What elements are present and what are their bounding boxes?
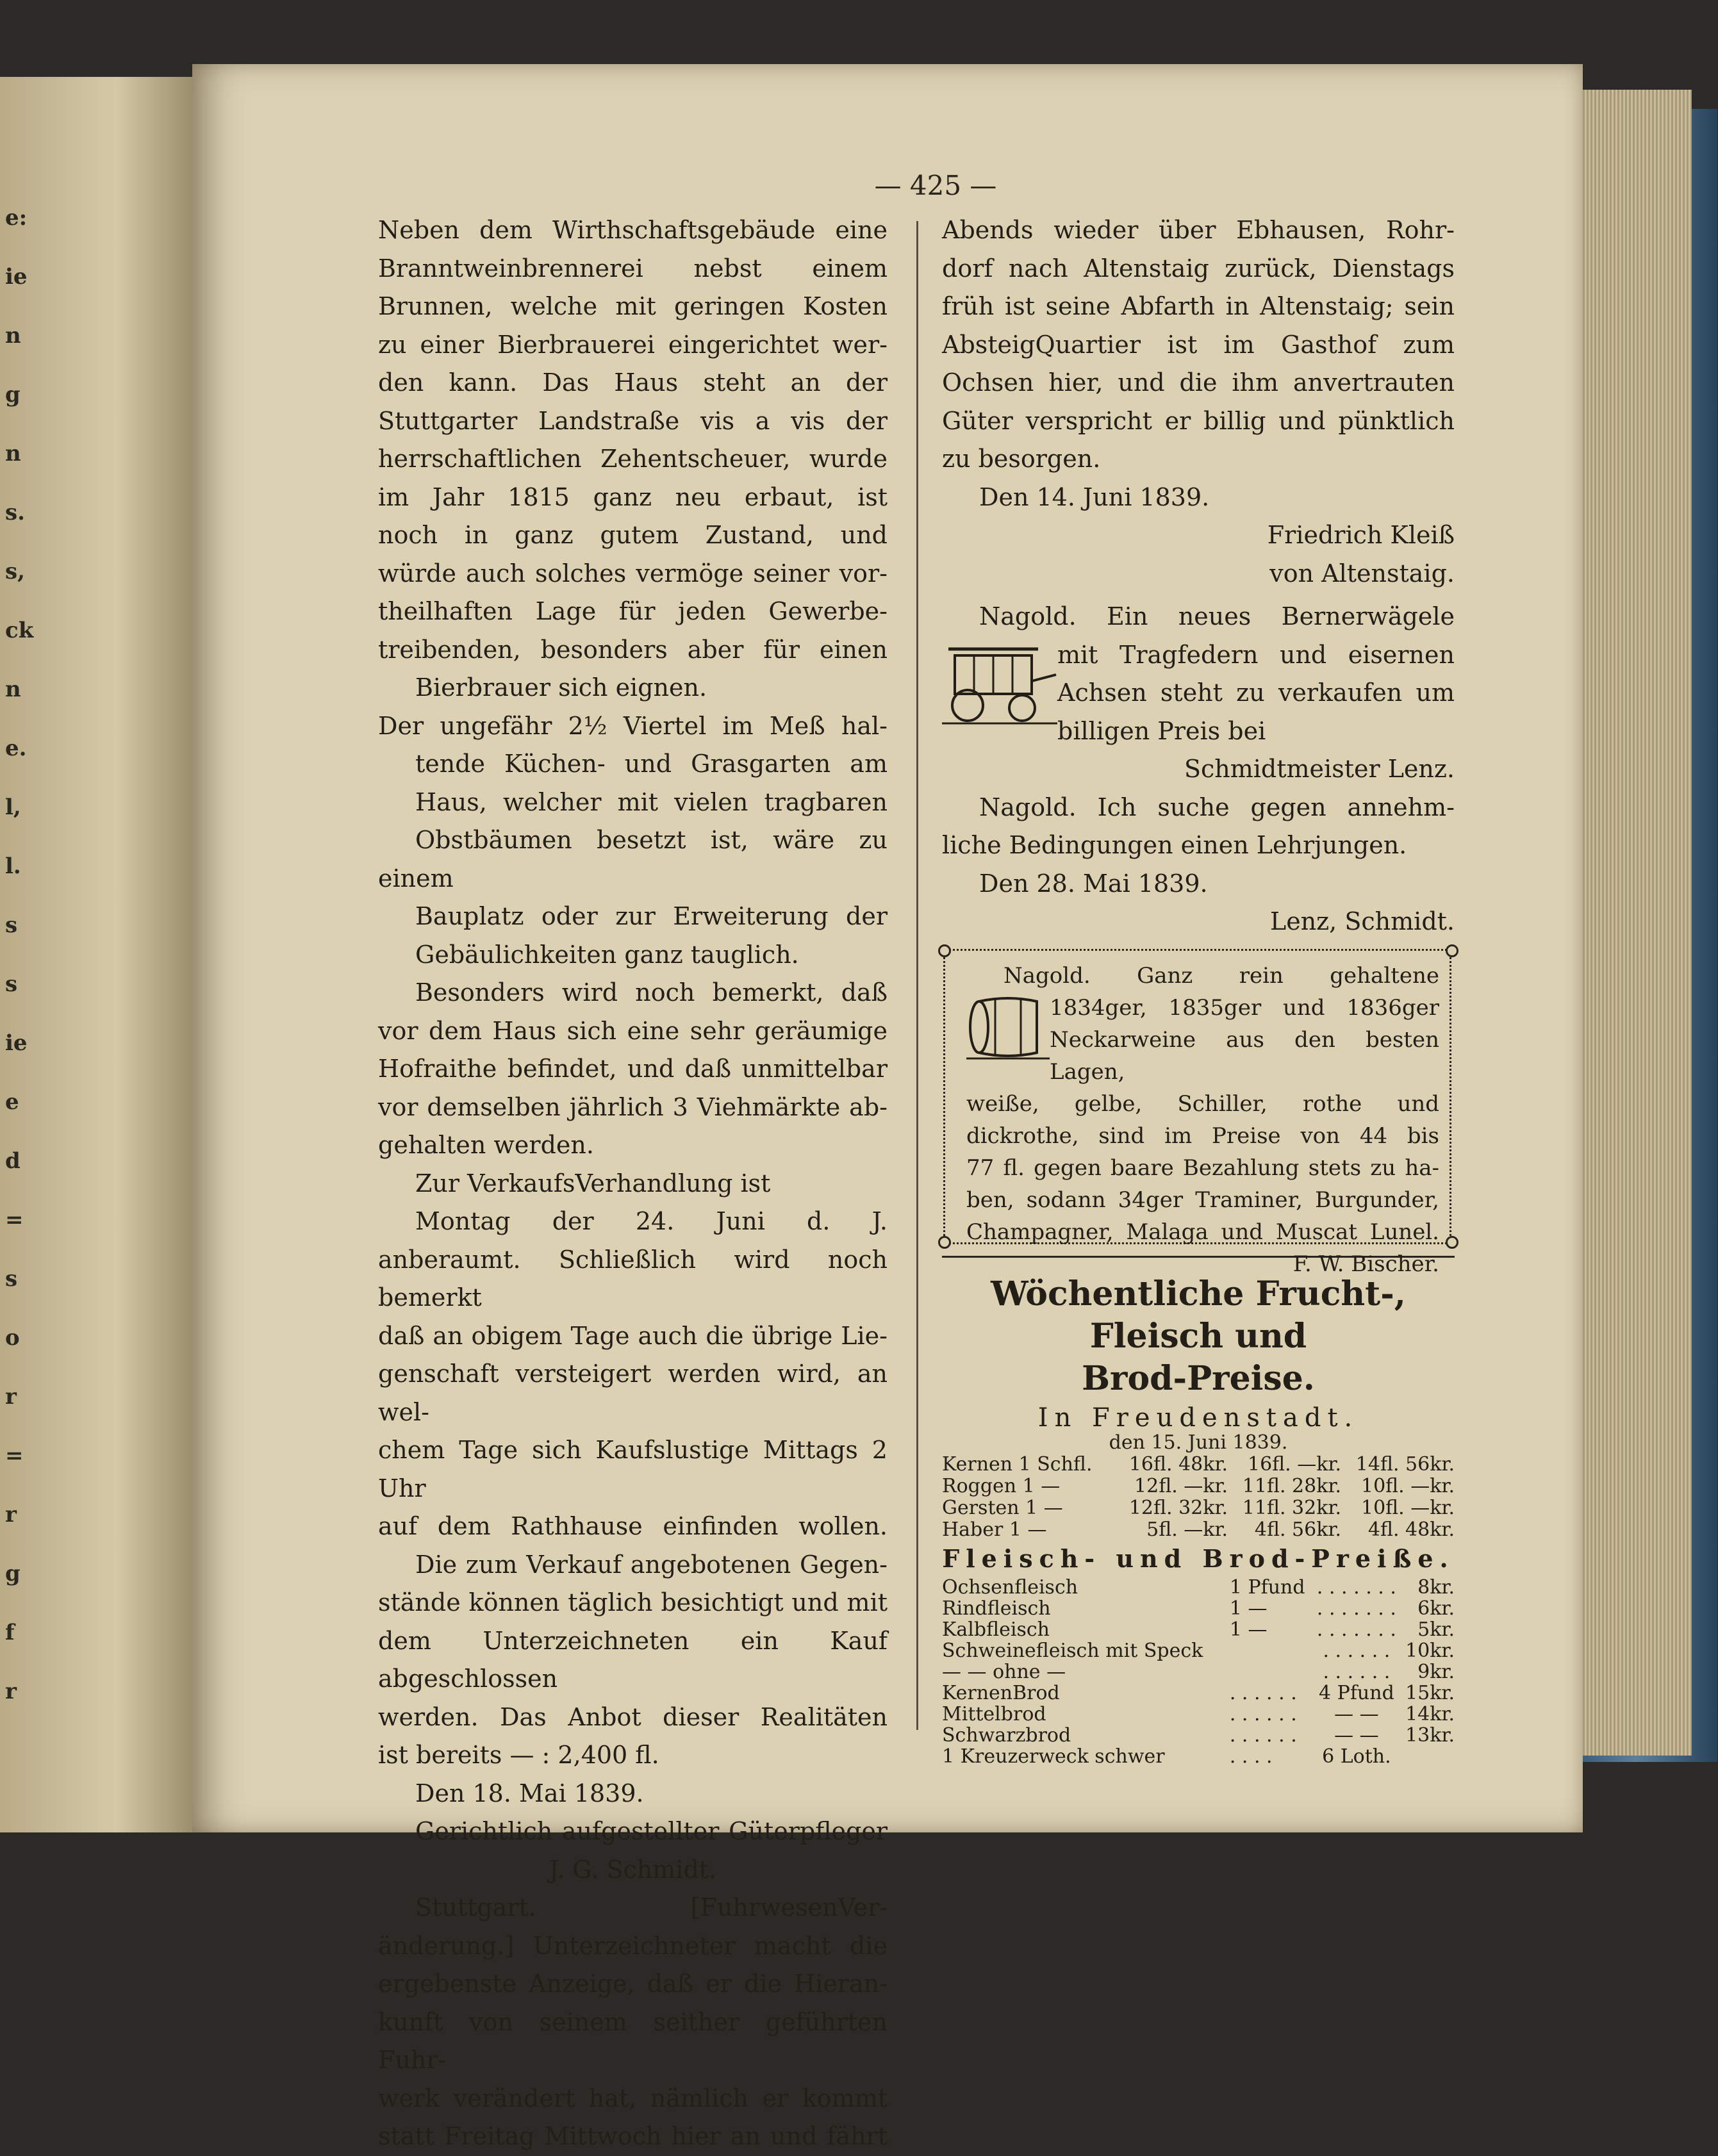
margin-fragment: f [5, 1620, 15, 1645]
box-corner-ornament [1446, 944, 1458, 957]
text-line: stände können täglich besichtigt und mit [378, 1588, 888, 1617]
meat-cell: — — ohne — [942, 1660, 1066, 1683]
meat-row [942, 1598, 1455, 1619]
meat-cell: 9kr. [1417, 1660, 1455, 1683]
margin-fragment: = [5, 1443, 24, 1469]
text-line: kunft von seinem seither geführten Fuhr- [378, 2007, 888, 2074]
text-line: Brunnen, welche mit geringen Kosten [378, 292, 888, 320]
meat-cell: 13kr. [1405, 1724, 1455, 1747]
text-line: AbsteigQuartier ist im Gasthof zum [942, 330, 1455, 359]
wine-ad-box [942, 949, 1455, 1277]
left-page-margin-text [5, 205, 34, 1743]
prices-title-line: Wöchentliche Frucht-, Fleisch und [991, 1274, 1406, 1356]
meat-row [942, 1725, 1455, 1746]
margin-fragment: s [5, 912, 18, 938]
apprentice-ad [942, 789, 1455, 941]
grain-cell: 5fl. —kr. [1146, 1518, 1228, 1541]
meat-cell: 1 Pfund [1229, 1576, 1305, 1599]
meat-cell: . . . . [1229, 1745, 1273, 1768]
margin-fragment: s, [5, 559, 25, 584]
text-line: J. G. Schmidt. [549, 1855, 717, 1884]
text-line: den kann. Das Haus steht an der [378, 368, 888, 397]
grain-cell: Haber 1 — [942, 1518, 1047, 1541]
meat-cell: 1 — [1229, 1597, 1268, 1620]
meat-cell: 10kr. [1405, 1639, 1455, 1662]
meat-heading: Fleisch- und Brod-Preiße. [942, 1543, 1455, 1573]
meat-cell: . . . . . . [1323, 1639, 1391, 1662]
text-line: Güter verspricht er billig und pünktlich [942, 406, 1455, 435]
grain-row [942, 1497, 1455, 1519]
left-column [378, 211, 888, 2156]
grain-cell: 12fl. —kr. [1134, 1474, 1228, 1497]
text-line: theilhaften Lage für jeden Gewerbe- [378, 597, 888, 625]
margin-fragment: e. [5, 736, 27, 761]
meat-row [942, 1640, 1455, 1661]
text-line: Stuttgarter Landstraße vis a vis der [378, 406, 888, 435]
meat-cell: 4 Pfund [1319, 1681, 1394, 1704]
grain-cell: 10fl. —kr. [1360, 1474, 1455, 1497]
meat-cell: . . . . . . [1323, 1660, 1391, 1683]
text-line: Bierbrauer sich eignen. [415, 673, 707, 702]
meat-cell: 1 Kreuzerweck schwer [942, 1745, 1165, 1768]
margin-fragment: ie [5, 1030, 28, 1056]
margin-fragment: r [5, 1384, 17, 1410]
text-line: Stuttgart. [FuhrwesenVer- [415, 1893, 888, 1921]
text-line: Zur VerkaufsVerhandlung ist [415, 1169, 771, 1197]
meat-cell [1230, 1640, 1313, 1661]
meat-cell: — — [1334, 1702, 1379, 1725]
margin-fragment: o [5, 1325, 20, 1351]
wagon-ad-line: Achsen steht zu verkaufen um [1057, 679, 1455, 707]
grain-cell: Roggen 1 — [942, 1474, 1061, 1497]
price-date: den 15. Juni 1839. [1109, 1431, 1288, 1454]
text-line: änderung.] Unterzeichneter macht die [378, 1931, 888, 1960]
grain-cell: 4fl. 56kr. [1254, 1518, 1341, 1541]
text-line: werden. Das Anbot dieser Realitäten [378, 1702, 888, 1731]
text-line: dem Unterzeichneten ein Kauf abgeschlossen [378, 1626, 888, 1693]
margin-fragment: d [5, 1148, 21, 1174]
apprentice-ad-signature: Lenz, Schmidt. [1269, 907, 1455, 935]
meat-cell: . . . . . . . [1316, 1576, 1396, 1599]
wagon-ad-signature: Schmidtmeister Lenz. [1184, 755, 1455, 783]
meat-cell: . . . . . . [1229, 1681, 1297, 1704]
margin-fragment: ie [5, 264, 28, 290]
text-line: Hofraithe befindet, und daß unmittelbar [378, 1055, 888, 1083]
wine-ad-line: 77 fl. gegen baare Bezahlung stets zu ha- [966, 1155, 1439, 1181]
grain-cell: 4fl. 48kr. [1367, 1518, 1455, 1541]
column-divider [916, 221, 918, 1730]
margin-fragment: = [5, 1207, 24, 1233]
text-line: Besonders wird noch bemerkt, daß [415, 978, 888, 1007]
apprentice-ad-line: liche Bedingungen einen Lehrjungen. [942, 831, 1407, 859]
meat-cell [1230, 1661, 1313, 1683]
meat-cell: 14kr. [1405, 1702, 1455, 1725]
text-line: zu einer Bierbrauerei eingerichtet wer- [378, 330, 888, 359]
wine-ad-line: weiße, gelbe, Schiller, rothe und [966, 1090, 1439, 1117]
wine-ad-text [966, 960, 1439, 1280]
text-line: werk verändert hat, nämlich er kommt [378, 2084, 888, 2112]
meat-cell: — — [1334, 1724, 1379, 1747]
box-dotted-border [943, 957, 947, 1236]
text-line: Der ungefähr 2½ Viertel im Meß hal- [378, 711, 888, 740]
wagon-icon [942, 636, 1057, 726]
meat-row [942, 1577, 1455, 1598]
box-dotted-border [1450, 957, 1453, 1236]
barrel-icon [966, 992, 1050, 1062]
text-line: dorf nach Altenstaig zurück, Dienstags [942, 254, 1455, 283]
text-line: Neben dem Wirthschaftsgebäude eine [378, 216, 888, 244]
wagon-ad-line: billigen Preis bei [1057, 716, 1266, 745]
meat-cell: Schweinefleisch mit Speck [942, 1639, 1203, 1662]
prices-title [942, 1273, 1455, 1400]
text-line: Bauplatz oder zur Erweiterung der [415, 902, 888, 930]
margin-fragment: n [5, 441, 21, 466]
wagon-ad-line: mit Tragfedern und eisernen [1057, 640, 1455, 669]
meat-cell: . . . . . . . [1316, 1597, 1396, 1620]
wine-ad-line: ben, sodann 34ger Traminer, Burgunder, [966, 1187, 1439, 1213]
grain-cell: 12fl. 32kr. [1128, 1496, 1228, 1519]
wine-ad-line: Nagold. Ganz rein gehaltene [1004, 962, 1439, 989]
text-line: Ochsen hier, und die ihm anvertrauten [942, 368, 1455, 397]
wine-ad-line: Neckarweine aus den besten Lagen, [1050, 1026, 1439, 1085]
text-line: anberaumt. Schließlich wird noch bemerkt [378, 1245, 888, 1312]
meat-cell: Mittelbrod [942, 1702, 1046, 1725]
text-line: Haus, welcher mit vielen tragbaren [415, 787, 888, 816]
text-line: Gebäulichkeiten ganz tauglich. [415, 940, 799, 969]
margin-fragment: s [5, 971, 18, 997]
grain-price-table [942, 1454, 1455, 1541]
text-line: herrschaftlichen Zehentscheuer, wurde [378, 445, 888, 473]
text-line: gehalten werden. [378, 1131, 594, 1159]
margin-fragment: r [5, 1502, 17, 1527]
text-line: Die zum Verkauf angebotenen Gegen- [415, 1550, 888, 1579]
grain-cell: 16fl. 48kr. [1128, 1452, 1228, 1476]
wagon-ad [942, 598, 1455, 789]
margin-fragment: e [5, 1089, 19, 1115]
meat-cell: 6kr. [1417, 1597, 1455, 1620]
margin-fragment: l, [5, 794, 21, 820]
grain-row [942, 1519, 1455, 1541]
text-line: statt Freitag Mittwoch hier an und fährt [378, 2122, 888, 2150]
meat-cell: 5kr. [1417, 1618, 1455, 1641]
grain-row [942, 1476, 1455, 1497]
page-number: — 425 — [874, 170, 997, 201]
right-column [942, 211, 1455, 1767]
margin-fragment: n [5, 677, 21, 702]
text-line: Gerichtlich aufgestellter Güterpfleger [415, 1817, 888, 1845]
meat-cell: . . . . . . [1229, 1724, 1297, 1747]
meat-cell: . . . . . . [1229, 1702, 1297, 1725]
text-line: würde auch solches vermöge seiner vor- [378, 559, 888, 588]
margin-fragment: r [5, 1679, 17, 1704]
wine-ad-line: dickrothe, sind im Preise von 44 bis [966, 1123, 1439, 1149]
grain-cell: 14fl. 56kr. [1355, 1452, 1455, 1476]
margin-fragment: l. [5, 853, 21, 879]
grain-cell: 16fl. —kr. [1247, 1452, 1341, 1476]
wagon-ad-line: Nagold. Ein neues Bernerwägele [979, 602, 1455, 630]
text-line: daß an obigem Tage auch die übrige Lie- [378, 1321, 888, 1350]
page-edges [1564, 90, 1692, 1756]
meat-cell: 8kr. [1417, 1576, 1455, 1599]
text-line: Abends wieder über Ebhausen, Rohr- [942, 216, 1455, 244]
meat-cell: . . . . . . . [1316, 1618, 1396, 1641]
town-heading: In Freudenstadt. [1037, 1403, 1359, 1433]
left-page-edge [0, 77, 192, 1832]
grain-cell: 11fl. 32kr. [1242, 1496, 1341, 1519]
meat-cell: 15kr. [1405, 1681, 1455, 1704]
grain-row [942, 1454, 1455, 1476]
grain-cell: 11fl. 28kr. [1242, 1474, 1341, 1497]
text-line: ist bereits — : 2,400 fl. [378, 1741, 659, 1769]
text-line: von Altenstaig. [1269, 559, 1455, 588]
text-line: früh ist seine Abfarth in Altenstaig; sein [942, 292, 1455, 320]
meat-price-table [942, 1577, 1455, 1767]
text-line: treibenden, besonders aber für einen [378, 635, 888, 664]
meat-cell [1400, 1746, 1455, 1767]
meat-row [942, 1683, 1455, 1704]
text-line: chem Tage sich Kaufslustige Mittags 2 Uhr [378, 1436, 888, 1502]
text-line: Obstbäumen besetzt ist, wäre zu einem [378, 826, 888, 893]
text-line: Branntweinbrennerei nebst einem [378, 254, 888, 283]
margin-fragment: e: [5, 205, 28, 231]
meat-cell: Kalbfleisch [942, 1618, 1050, 1641]
margin-fragment: n [5, 323, 21, 349]
box-corner-ornament [938, 944, 951, 957]
text-line: auf dem Rathhause einfinden wollen. [378, 1512, 888, 1540]
wine-ad-signature: F. W. Bischer. [1293, 1251, 1439, 1277]
text-line: im Jahr 1815 ganz neu erbaut, ist [378, 482, 888, 511]
meat-row [942, 1619, 1455, 1640]
box-corner-ornament [1446, 1236, 1458, 1249]
meat-row [942, 1746, 1455, 1767]
meat-row [942, 1661, 1455, 1683]
text-line: zu besorgen. [942, 445, 1101, 473]
margin-fragment: ck [5, 618, 34, 643]
meat-row [942, 1704, 1455, 1725]
margin-fragment: g [5, 382, 21, 407]
text-line: Den 18. Mai 1839. [415, 1779, 644, 1807]
grain-cell: 10fl. —kr. [1360, 1496, 1455, 1519]
meat-cell: 6 Loth. [1322, 1745, 1391, 1768]
text-line: vor demselben jährlich 3 Viehmärkte ab- [378, 1092, 888, 1121]
meat-cell: 1 — [1229, 1618, 1268, 1641]
text-line: vor dem Haus sich eine sehr geräumige [378, 1016, 888, 1045]
meat-cell: Ochsenfleisch [942, 1576, 1078, 1599]
meat-cell: KernenBrod [942, 1681, 1060, 1704]
apprentice-ad-line: Nagold. Ich suche gegen annehm- [979, 793, 1455, 821]
text-line: Montag der 24. Juni d. J. [415, 1207, 888, 1235]
text-line: ergebenste Anzeige, daß er die Hieran- [378, 1970, 888, 1998]
meat-cell: Rindfleisch [942, 1597, 1051, 1620]
prices-title-line: Brod-Preise. [1082, 1358, 1315, 1398]
text-line: Friedrich Kleiß [1267, 521, 1455, 549]
grain-cell: Gersten 1 — [942, 1496, 1063, 1519]
text-line: genschaft versteigert werden wird, an wel- [378, 1360, 888, 1426]
grain-cell: Kernen 1 Schfl. [942, 1452, 1093, 1476]
wine-ad-line: 1834ger, 1835ger und 1836ger [1050, 994, 1439, 1021]
margin-fragment: s. [5, 500, 25, 525]
box-corner-ornament [938, 1236, 951, 1249]
text-line: Den 14. Juni 1839. [979, 482, 1210, 511]
meat-cell: Schwarzbrod [942, 1724, 1071, 1747]
text-line: tende Küchen- und Grasgarten am [415, 750, 888, 778]
margin-fragment: s [5, 1266, 18, 1292]
transport-notice [942, 211, 1455, 593]
margin-fragment: g [5, 1561, 21, 1586]
text-line: noch in ganz gutem Zustand, und [378, 521, 888, 549]
apprentice-ad-date: Den 28. Mai 1839. [979, 869, 1208, 898]
wine-ad-line: Champagner, Malaga und Muscat Lunel. [966, 1219, 1439, 1245]
